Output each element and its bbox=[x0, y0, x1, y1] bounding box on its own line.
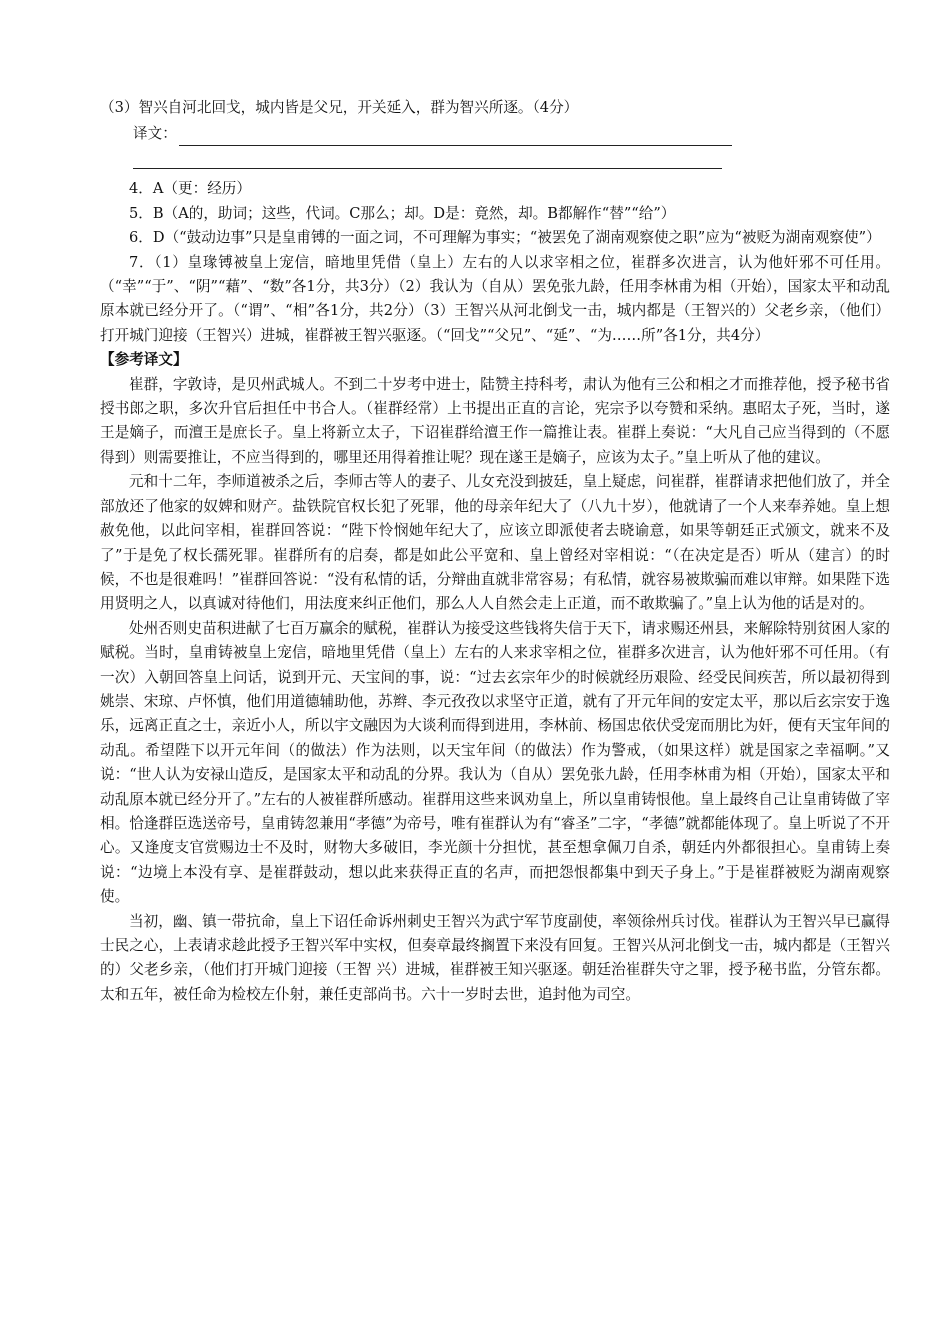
reference-paragraph: 处州否则史苗积进献了七百万赢余的赋税，崔群认为接受这些钱将失信于天下，请求赐还州县，来解除特别贫困人家的赋税。当时，皇甫铸被皇上宠信，暗地里凭借（皇上）左右的人来求宰相之位，崔群多次进言，认为他奸邪不可任用。（有一次）入朝回答皇上问话，说到开元、天宝间的事，说：“过去玄宗年少的时候就经历艰险、经受民间疾苦，所以最初得到姚崇、宋琼、卢怀慎，他们用道德辅助他，苏辫、李元孜孜以求坚守正道，就有了开元年间的安定太平，那以后玄宗安于逸乐，远离正直之士，亲近小人，所以宇文融因为大谈利而得到进用，李林前、杨国忠依伏受宠而朋比为奸，便有天宝年间的动乱。希望陛下以开元年间（的做法）作为法则，以天宝年间（的做法）作为警戒，（如果这样）就是国家之幸福啊。”又说：“世人认为安禄山造反，是国家太平和动乱的分界。我认为（自从）罢免张九龄，任用李林甫为相（开始），国家太平和动乱原本就已经分开了。”左右的人被崔群所感动。崔群用这些来讽劝皇上，所以皇甫铸恨他。皇上最终自己让皇甫铸做了宰相。恰逢群臣选送帝号，皇甫铸忽兼用“孝德”为帝号，唯有崔群认为有“睿圣”二字，“孝德”就都能体现了。皇上听说了不开心。又逢度支官赏赐边士不及时，财物大多破旧，李光颜十分担忧，甚至想拿佩刀自杀，朝廷内外都很担心。皇甫铸上奏说：“边境上本没有享、是崔群鼓动，想以此来获得正直的名声，而把怨恨都集中到天子身上。”于是崔群被贬为湖南观察使。 bbox=[100, 619, 890, 906]
reference-paragraph: 崔群，字敦诗，是贝州武城人。不到二十岁考中进士，陆赞主持科考，肃认为他有三公和相之才而推荐他，授予秘书省授书郎之职，多次升官后担任中书合人。（崔群经常）上书提出正直的言论，宪宗予以夸赞和采纳。惠昭太子死，当时，遂王是嫡子，而澶王是庶长子。皇上将新立太子，下诏崔群给澶王作一篇推让表。崔群上奏说：“大凡自己应当得到的（不愿得到）则需要推让，不应当得到的，哪里还用得着推让呢？现在遂王是嫡子，应该为太子。”皇上听从了他的建议。 bbox=[100, 375, 890, 466]
reference-paragraph: 元和十二年，李师道被杀之后，李师古等人的妻子、儿女充没到披廷，皇上疑虑，问崔群，崔群请求把他们放了，并全部放还了他家的奴婢和财产。盐铁院官权长犯了死罪，他的母亲年纪大了（八九十岁），他就请了一个人来奉养她。皇上想赦免他，以此问宰相，崔群回答说：“陛下怜悯她年纪大了，应该立即派使者去晓谕意，如果等朝廷正式颁文，就来不及了”于是免了权长孺死罪。崔群所有的启奏，都是如此公平宽和、皇上曾经对宰相说：“（在决定是否）听从（建言）的时候，不也是很难吗！”崔群回答说：“没有私情的话，分辩曲直就非常容易；有私情，就容易被欺骗而难以审辩。如果陛下选用贤明之人，以真诚对待他们，用法度来纠正他们，那么人人自然会走上正道，而不敢欺骗了。”皇上认为他的话是对的。 bbox=[100, 473, 890, 613]
answer-5: 5．B（A的，助词；这些，代词。C那么；却。D是：竟然，却。B都解作“替”“给”） bbox=[129, 204, 676, 222]
reference-paragraph: 当初，幽、镇一带抗命，皇上下诏任命诉州刺史王智兴为武宁军节度副使，率领徐州兵讨伐。崔群认为王智兴早已赢得士民之心，上表请求趁此授予王智兴军中实权，但奏章最终搁置下来没有回复。王智兴从河北倒戈一击，城内都是（王智兴的）父老乡亲，（他们打开城门迎接（王智 兴）进城，崔群被王知兴驱逐。朝廷治崔群失守之罪，授予秘书监，分管东都。太和五年，被任命为检校左仆射，兼任吏部尚书。六十一岁时去世，追封他为司空。 bbox=[100, 912, 890, 1003]
document-page bbox=[100, 96, 890, 1007]
answer-4: 4．A（更：经历） bbox=[129, 180, 251, 198]
reference-translation-heading: 【参考译文】 bbox=[100, 351, 188, 369]
answer-6: 6．D（“鼓动边事”只是皇甫镈的一面之词，不可理解为事实；“被罢免了湖南观察使之职”应为“被贬为湖南观察使”） bbox=[129, 229, 881, 247]
translation-answer-line-2[interactable] bbox=[133, 146, 722, 169]
translation-answer-line-1[interactable] bbox=[179, 127, 732, 146]
answer-7: 7．（1）皇瑑镈被皇上宠信，暗地里凭借（皇上）左右的人以求宰相之位，崔群多次进言，认为他奸邪不可任用。（“幸”“于”、“阴”“藉”、“数”各1分，共3分）（2）我认为（自从）罢免张九龄，任用李林甫为相（开始），国家太平和动乱原本就已经分开了。（“谓”、“相”各1分，共2分）（3）王智兴从河北倒戈一击，城内都是（王智兴的）父老乡亲，（他们）打开城门迎接（王智兴）进城，崔群被王智兴驱逐。（“回戈”“父兄”、“延”、“为……所”各1分，共4分） bbox=[100, 253, 890, 344]
translation-answer-row bbox=[100, 120, 890, 146]
question-3-text: （3）智兴自河北回戈，城内皆是父兄，开关延入，群为智兴所逐。（4分） bbox=[100, 99, 579, 116]
translation-label: 译文： bbox=[133, 125, 177, 142]
